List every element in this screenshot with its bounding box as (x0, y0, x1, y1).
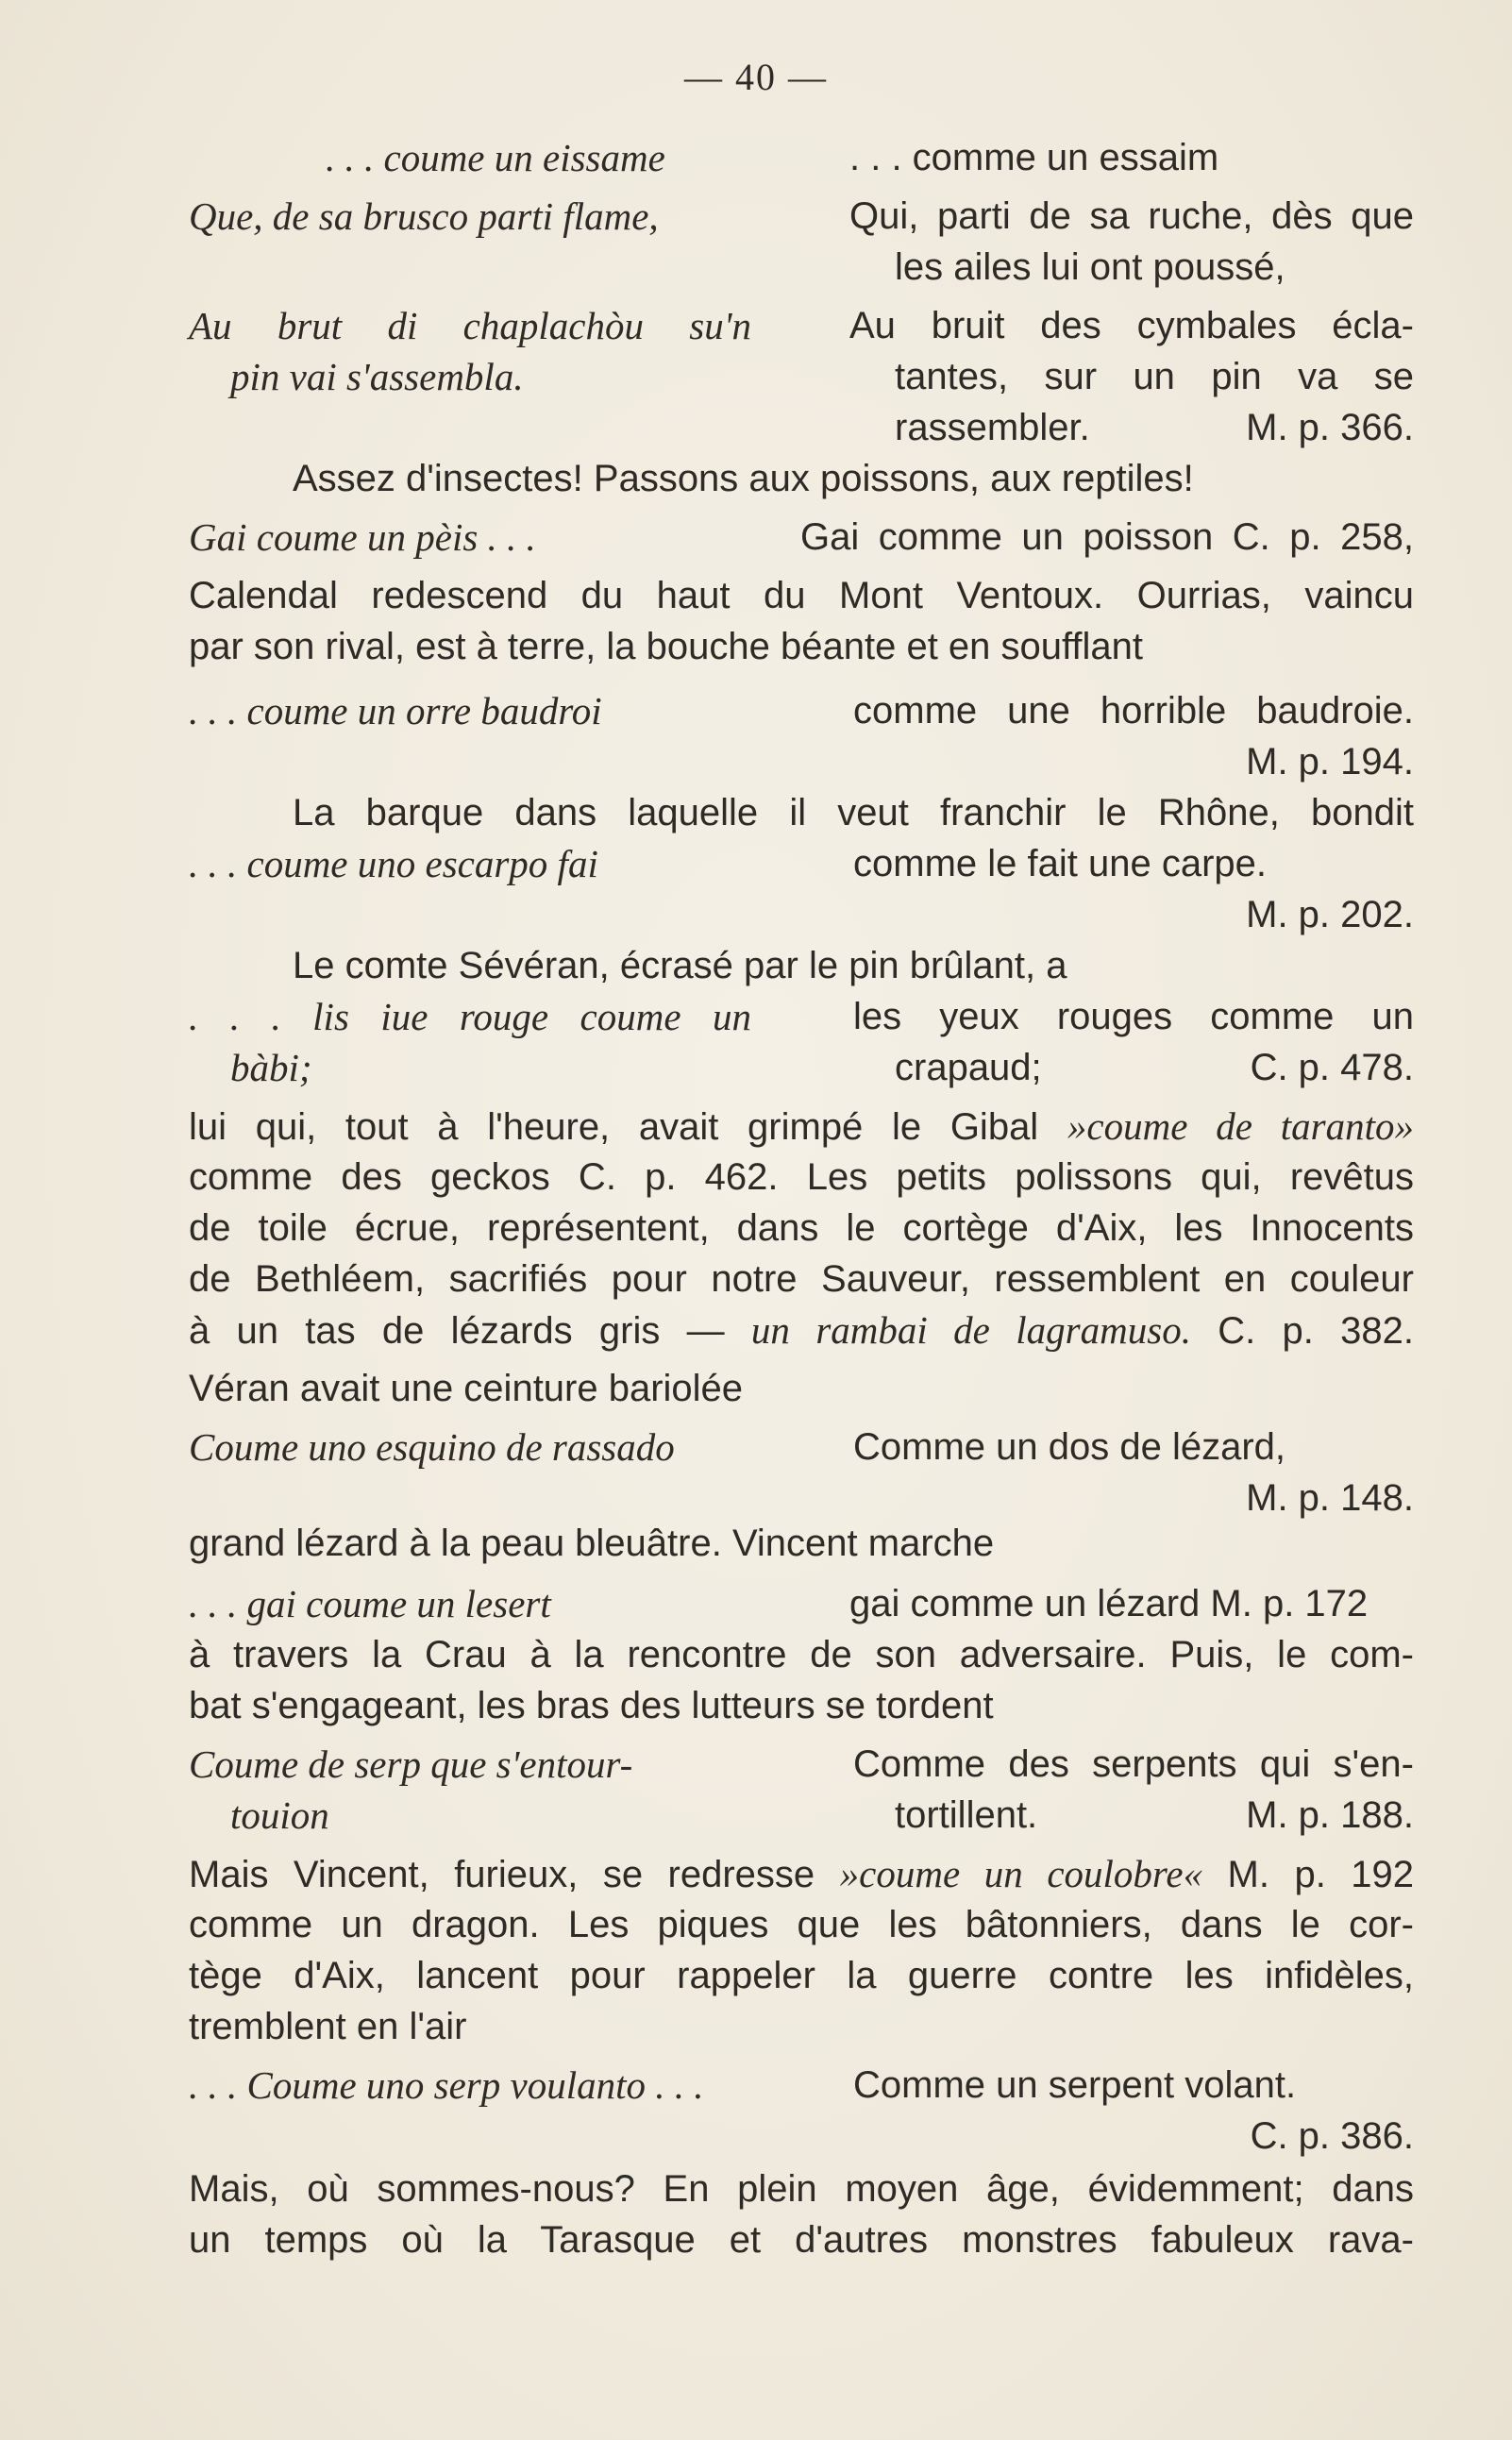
french-line: Gai comme un poisson C. p. 258, (800, 516, 1414, 558)
narrative-line: grand lézard à la peau bleuâtre. Vincent marche (189, 1523, 995, 1564)
french-line: . . . comme un essaim (849, 137, 1219, 178)
french-line: Comme des serpents qui s'en- (853, 1743, 1414, 1785)
narrative-line: comme un dragon. Les piques que les bâtonniers, dans le cor- (189, 1904, 1414, 1945)
provencal-line: Au brut di chaplachòu su'n (189, 304, 751, 347)
provencal-line: Coume de serp que s'entour- (189, 1742, 633, 1786)
narrative-line: Le comte Sévéran, écrasé par le pin brûlant, a (293, 945, 1067, 986)
french-line: tantes, sur un pin va se (895, 356, 1414, 397)
citation: M. p. 148. (1246, 1477, 1414, 1519)
provencal-line: . . . coume un orre baudroi (189, 689, 602, 732)
narrative-line: de toile écrue, représentent, dans le cortège d'Aix, les Innocents (189, 1207, 1414, 1249)
citation: M. p. 202. (1246, 894, 1414, 935)
narrative-text: Mais Vincent, furieux, se redresse (189, 1854, 840, 1895)
french-line: Comme un serpent volant. (853, 2064, 1297, 2106)
french-line: Comme un dos de lézard, (853, 1426, 1286, 1468)
narrative-line: un temps où la Tarasque et d'autres monstres fabuleux rava- (189, 2219, 1414, 2261)
french-line: Qui, parti de sa ruche, dès que (849, 195, 1414, 237)
french-line: comme une horrible baudroie. (853, 690, 1414, 732)
citation: C. p. 478. (1250, 1047, 1414, 1088)
narrative-line: Véran avait une ceinture bariolée (189, 1368, 744, 1409)
quoted-provencal: »coume un coulobre« (839, 1852, 1203, 1895)
citation: M. p. 188. (1246, 1794, 1414, 1836)
narrative-line (189, 1104, 1414, 1149)
quoted-provencal: un rambai de lagramuso. (750, 1308, 1191, 1352)
narrative-line: Assez d'insectes! Passons aux poissons, aux reptiles! (293, 458, 1194, 499)
narrative-line: par son rival, est à terre, la bouche béante et en soufflant (189, 626, 1144, 667)
provencal-line: . . . coume uno escarpo fai (189, 842, 598, 885)
narrative-line: Mais, où sommes-nous? En plein moyen âge, évidemment; dans (189, 2168, 1414, 2210)
provencal-line: . . . coume un eissame (326, 136, 665, 179)
narrative-text: à un tas de lézards gris — (189, 1310, 751, 1352)
french-line: gai comme un lézard M. p. 172 (849, 1583, 1369, 1624)
provencal-line: . . . Coume uno serp voulanto . . . (189, 2063, 704, 2107)
narrative-line: de Bethléem, sacrifiés pour notre Sauveur, ressemblent en couleur (189, 1258, 1414, 1300)
page-number: — 40 — (684, 56, 828, 98)
provencal-line: bàbi; (230, 1046, 312, 1089)
citation: M. p. 194. (1246, 741, 1414, 782)
french-line: comme le fait une carpe. (853, 843, 1267, 884)
narrative-line: comme des geckos C. p. 462. Les petits polissons qui, revêtus (189, 1156, 1414, 1198)
citation: C. p. 382. (1190, 1310, 1414, 1352)
narrative-line (189, 1308, 1414, 1353)
citation: M. p. 192 (1202, 1854, 1415, 1895)
provencal-line: . . . gai coume un lesert (189, 1582, 551, 1625)
french-line: les ailes lui ont poussé, (895, 246, 1285, 288)
narrative-text: lui qui, tout à l'heure, avait grimpé le Gibal (189, 1106, 1067, 1148)
quoted-provencal: »coume de taranto» (1067, 1104, 1414, 1148)
provencal-line: Gai coume un pèis . . . (189, 515, 536, 559)
citation: M. p. 366. (1246, 407, 1414, 448)
narrative-line: à travers la Crau à la rencontre de son adversaire. Puis, le com- (189, 1634, 1414, 1675)
provencal-line: Coume uno esquino de rassado (189, 1425, 675, 1469)
french-line: tortillent. (895, 1794, 1038, 1836)
french-line: les yeux rouges comme un (853, 996, 1414, 1037)
french-line: Au bruit des cymbales écla- (849, 305, 1414, 346)
narrative-line: tremblent en l'air (189, 2006, 467, 2047)
provencal-line: . . . lis iue rouge coume un (189, 995, 751, 1038)
provencal-line: Que, de sa brusco parti flame, (189, 194, 659, 238)
narrative-line: Calendal redescend du haut du Mont Ventoux. Ourrias, vaincu (189, 575, 1414, 616)
narrative-line: La barque dans laquelle il veut franchir le Rhône, bondit (293, 792, 1414, 833)
narrative-line: tège d'Aix, lancent pour rappeler la guerre contre les infidèles, (189, 1955, 1414, 1996)
provencal-line: pin vai s'assembla. (230, 355, 524, 398)
french-line: rassembler. (895, 407, 1090, 448)
narrative-line: bat s'engageant, les bras des lutteurs se tordent (189, 1685, 994, 1726)
french-line: crapaud; (895, 1047, 1042, 1088)
provencal-line: touion (230, 1793, 329, 1837)
narrative-line (189, 1852, 1414, 1896)
citation: C. p. 386. (1250, 2115, 1414, 2157)
